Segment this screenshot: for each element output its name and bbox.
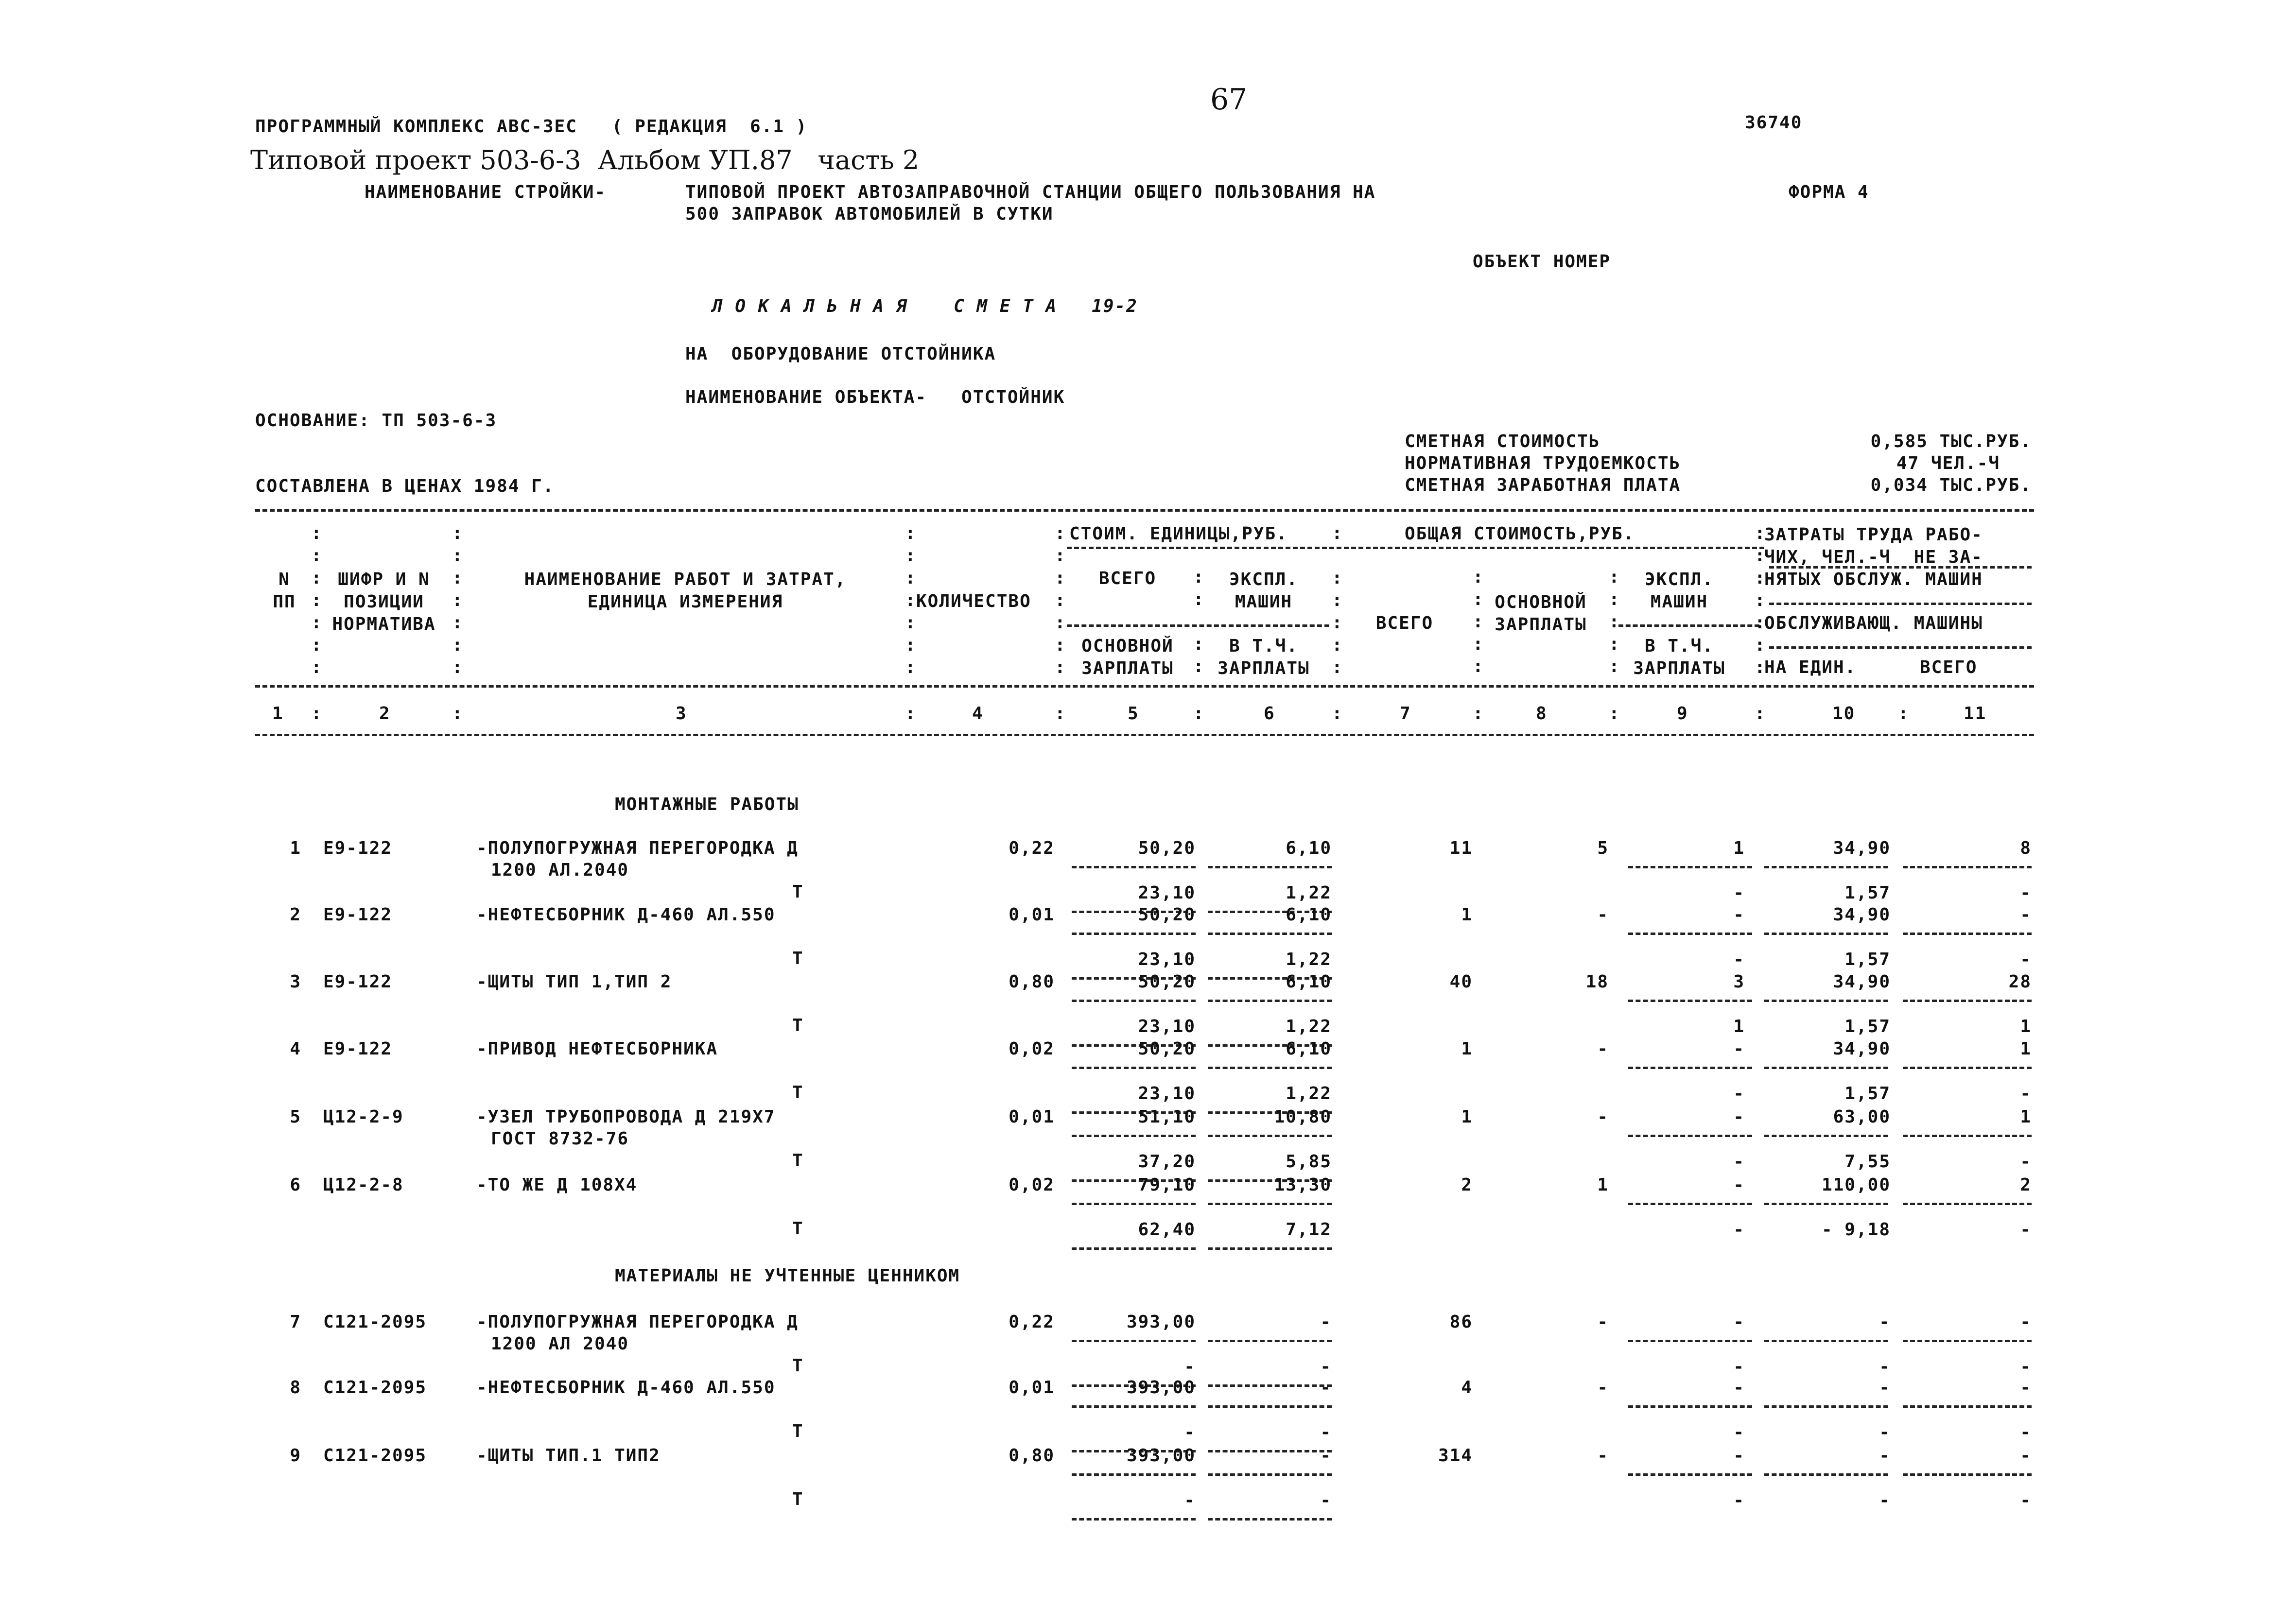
object-number-label: ОБЪЕКТ НОМЕР xyxy=(1473,252,1611,272)
section-title-installation: МОНТАЖНЫЕ РАБОТЫ xyxy=(615,795,799,814)
row-unit-machines: - xyxy=(1320,1446,1332,1466)
row-number: 5 xyxy=(290,1107,301,1127)
row-t-mark: Т xyxy=(792,1356,804,1376)
header-unit-cost: СТОИМ. ЕДИНИЦЫ,РУБ. xyxy=(1069,524,1288,544)
program-info: ПРОГРАММНЫЙ КОМПЛЕКС АВС-3ЕС ( РЕДАКЦИЯ 6.1 ) xyxy=(255,117,808,137)
row-rule xyxy=(1208,1247,1332,1250)
construction-name-line-2: 500 ЗАПРАВОК АВТОМОБИЛЕЙ В СУТКИ xyxy=(685,204,1054,224)
row-rule xyxy=(1628,1000,1752,1002)
row-t-mark: Т xyxy=(792,1083,804,1103)
row-labor-unit: - xyxy=(1879,1312,1891,1332)
column-numbers-rule xyxy=(255,734,2034,736)
row-total-machines: - xyxy=(1733,1175,1745,1195)
column-number-separator: : xyxy=(1332,704,1343,724)
column-number-8: 8 xyxy=(1536,704,1548,724)
row-rule xyxy=(1072,1518,1196,1521)
row-unit-total: 51,10 xyxy=(1138,1107,1196,1127)
row-rule xyxy=(1903,1135,2032,1137)
row-total-machines: 3 xyxy=(1733,972,1745,992)
row-rule xyxy=(1072,1473,1196,1476)
row-rule xyxy=(1903,1405,2032,1408)
row-name: -НЕФТЕСБОРНИК Д-460 АЛ.550 xyxy=(476,905,776,925)
header-separator-9: : : : : : : : xyxy=(1755,523,1765,677)
object-name: НАИМЕНОВАНИЕ ОБЪЕКТА- ОТСТОЙНИК xyxy=(685,387,1065,407)
row-unit-total: 393,00 xyxy=(1126,1446,1196,1466)
row-total-base-wage: - xyxy=(1597,905,1609,925)
row-labor-unit-2: - 9,18 xyxy=(1821,1220,1891,1240)
row-code: Е9-122 xyxy=(323,905,393,925)
header-unit-base-wage: ОСНОВНОЙ ЗАРПЛАТЫ xyxy=(1081,636,1174,678)
row-total-machines: - xyxy=(1733,1378,1745,1398)
header-total-incl-wage: В Т.Ч. ЗАРПЛАТЫ xyxy=(1633,636,1725,678)
row-rule xyxy=(1208,1518,1332,1521)
column-number-10: 10 xyxy=(1832,704,1856,724)
row-incl-wage: - xyxy=(1733,950,1745,969)
row-total-base-wage: - xyxy=(1597,1107,1609,1127)
row-rule xyxy=(1072,1000,1196,1002)
row-incl-wage: 1 xyxy=(1733,1017,1745,1037)
row-number: 7 xyxy=(290,1312,301,1332)
row-name: -НЕФТЕСБОРНИК Д-460 АЛ.550 xyxy=(476,1378,776,1398)
row-name-continuation: 1200 АЛ 2040 xyxy=(491,1334,629,1354)
estimate-subtitle: НА ОБОРУДОВАНИЕ ОТСТОЙНИКА xyxy=(685,344,996,364)
column-number-separator: : xyxy=(1898,704,1910,724)
row-rule xyxy=(1208,1000,1332,1002)
row-unit-incl-wage: 1,22 xyxy=(1286,883,1332,903)
column-number-4: 4 xyxy=(972,704,984,724)
row-labor-total: - xyxy=(2020,1312,2032,1332)
page-number: 67 xyxy=(1210,83,1248,117)
row-t-mark: Т xyxy=(792,1489,804,1509)
row-code: Е9-122 xyxy=(323,972,393,992)
row-unit-total: 393,00 xyxy=(1126,1378,1196,1398)
row-t-mark: Т xyxy=(792,1421,804,1441)
column-number-separator: : xyxy=(1473,704,1484,724)
header-total-all: ВСЕГО xyxy=(1375,613,1434,633)
row-rule xyxy=(1208,1067,1332,1069)
row-unit-machines: 6,10 xyxy=(1286,1039,1332,1059)
row-labor-unit: 63,00 xyxy=(1833,1107,1891,1127)
row-number: 1 xyxy=(290,838,301,858)
row-rule xyxy=(1208,1405,1332,1408)
header-col-2: ШИФР И N ПОЗИЦИИ НОРМАТИВА xyxy=(332,570,436,634)
header-col-3: НАИМЕНОВАНИЕ РАБОТ И ЗАТРАТ, ЕДИНИЦА ИЗМЕРЕНИЯ xyxy=(524,570,847,612)
row-labor-total: 28 xyxy=(2008,972,2032,992)
row-incl-wage: - xyxy=(1733,1357,1745,1377)
row-number: 9 xyxy=(290,1446,301,1466)
header-unit-total: ВСЕГО xyxy=(1098,569,1157,588)
row-unit-base-wage: 23,10 xyxy=(1138,883,1196,903)
row-quantity: 0,01 xyxy=(1009,1107,1055,1127)
construction-label: НАИМЕНОВАНИЕ СТРОЙКИ- xyxy=(365,182,607,202)
document-code: 36740 xyxy=(1745,113,1803,133)
header-separator-4: : : : : : : : xyxy=(1055,523,1065,677)
header-labor-total: ВСЕГО xyxy=(1920,657,1978,677)
row-unit-machines: 10,80 xyxy=(1274,1107,1332,1127)
row-total: 86 xyxy=(1449,1312,1473,1332)
row-rule xyxy=(1208,1473,1332,1476)
row-labor-unit: 110,00 xyxy=(1821,1175,1891,1195)
row-quantity: 0,02 xyxy=(1009,1039,1055,1059)
row-labor-unit: - xyxy=(1879,1446,1891,1466)
row-total-base-wage: 18 xyxy=(1585,972,1609,992)
row-quantity: 0,22 xyxy=(1009,838,1055,858)
row-name: -ПОЛУПОГРУЖНАЯ ПЕРЕГОРОДКА Д xyxy=(476,1312,799,1332)
row-unit-total: 50,20 xyxy=(1138,905,1196,925)
header-separator-5: : : : : xyxy=(1193,567,1204,676)
column-number-7: 7 xyxy=(1400,704,1411,724)
row-total-machines: - xyxy=(1733,1446,1745,1466)
row-code: Ц12-2-9 xyxy=(323,1107,404,1127)
row-quantity: 0,80 xyxy=(1009,972,1055,992)
header-separator-2: : : : : : : : xyxy=(452,523,463,677)
row-code: Е9-122 xyxy=(323,1039,393,1059)
row-total-machines: - xyxy=(1733,1039,1745,1059)
row-total-base-wage: 1 xyxy=(1597,1175,1609,1195)
row-name: -ПРИВОД НЕФТЕСБОРНИКА xyxy=(476,1039,718,1059)
column-number-separator: : xyxy=(311,704,323,724)
row-labor-unit-2: - xyxy=(1879,1357,1891,1377)
row-rule xyxy=(1208,1135,1332,1137)
row-labor-unit-2: 1,57 xyxy=(1844,1084,1891,1104)
row-rule xyxy=(1628,1067,1752,1069)
row-number: 6 xyxy=(290,1175,301,1195)
column-number-6: 6 xyxy=(1264,704,1275,724)
header-separator-7: : : : : : xyxy=(1473,567,1483,676)
row-total-machines: - xyxy=(1733,1312,1745,1332)
row-unit-total: 79,10 xyxy=(1138,1175,1196,1195)
row-rule xyxy=(1903,1000,2032,1002)
column-number-1: 1 xyxy=(272,704,284,724)
row-unit-incl-wage: - xyxy=(1320,1357,1332,1377)
row-labor-total-2: 1 xyxy=(2020,1017,2032,1037)
row-rule xyxy=(1903,1340,2032,1342)
row-total: 2 xyxy=(1461,1175,1473,1195)
header-labor: ЗАТРАТЫ ТРУДА РАБО- ЧИХ, ЧЕЛ.-Ч НЕ ЗА- НЯТЫХ ОБСЛУЖ. МАШИН xyxy=(1764,525,1983,589)
row-labor-unit: 34,90 xyxy=(1833,838,1891,858)
prices-label: СОСТАВЛЕНА В ЦЕНАХ 1984 Г. xyxy=(255,476,555,496)
header-rule-1 xyxy=(1067,547,1764,549)
row-labor-unit-2: 1,57 xyxy=(1844,1017,1891,1037)
row-labor-total-2: - xyxy=(2020,1152,2032,1172)
header-separator-3: : : : : : : : xyxy=(905,523,916,677)
column-number-3: 3 xyxy=(676,704,687,724)
row-unit-incl-wage: 7,12 xyxy=(1286,1220,1332,1240)
row-name: -ЩИТЫ ТИП 1,ТИП 2 xyxy=(476,972,672,992)
row-unit-base-wage: 23,10 xyxy=(1138,950,1196,969)
header-col-1: N ПП xyxy=(273,570,296,612)
table-top-rule xyxy=(255,509,2034,512)
header-total-cost: ОБЩАЯ СТОИМОСТЬ,РУБ. xyxy=(1405,524,1635,544)
column-number-5: 5 xyxy=(1128,704,1139,724)
row-unit-machines: 6,10 xyxy=(1286,972,1332,992)
row-labor-unit-2: - xyxy=(1879,1422,1891,1442)
row-quantity: 0,80 xyxy=(1009,1446,1055,1466)
row-unit-total: 50,20 xyxy=(1138,1039,1196,1059)
row-unit-machines: 13,30 xyxy=(1274,1175,1332,1195)
row-rule xyxy=(1903,866,2032,868)
construction-name-line-1: ТИПОВОЙ ПРОЕКТ АВТОЗАПРАВОЧНОЙ СТАНЦИИ ОБЩЕГО ПОЛЬЗОВАНИЯ НА xyxy=(685,182,1376,202)
header-unit-incl-wage: В Т.Ч. ЗАРПЛАТЫ xyxy=(1218,636,1310,678)
row-rule xyxy=(1208,1203,1332,1205)
row-rule xyxy=(1628,1473,1752,1476)
column-number-2: 2 xyxy=(379,704,391,724)
row-unit-incl-wage: 5,85 xyxy=(1286,1152,1332,1172)
row-rule xyxy=(1903,1203,2032,1205)
section-title-materials: МАТЕРИАЛЫ НЕ УЧТЕННЫЕ ЦЕННИКОМ xyxy=(615,1266,960,1286)
summary-label-cost: СМЕТНАЯ СТОИМОСТЬ xyxy=(1405,432,1600,451)
row-labor-unit-2: 1,57 xyxy=(1844,950,1891,969)
row-total-base-wage: - xyxy=(1597,1446,1609,1466)
row-rule xyxy=(1208,1340,1332,1342)
row-unit-incl-wage: 1,22 xyxy=(1286,950,1332,969)
row-rule xyxy=(1072,1247,1196,1250)
row-total: 4 xyxy=(1461,1378,1473,1398)
header-separator-6: : : : : : : xyxy=(1332,523,1342,677)
row-code: С121-2095 xyxy=(323,1378,427,1398)
row-total: 1 xyxy=(1461,1107,1473,1127)
row-rule xyxy=(1764,1203,1888,1205)
header-separator-1: : : : : : : : xyxy=(311,523,322,677)
header-rule-6 xyxy=(1769,646,2032,649)
row-rule xyxy=(1208,866,1332,868)
estimate-title: Л О К А Л Ь Н А Я С М Е Т А 19-2 xyxy=(712,296,1138,316)
row-labor-unit-2: 7,55 xyxy=(1844,1152,1891,1172)
header-unit-machines: ЭКСПЛ. МАШИН xyxy=(1229,570,1299,612)
row-incl-wage: - xyxy=(1733,1152,1745,1172)
row-rule xyxy=(1764,1067,1888,1069)
row-rule xyxy=(1628,1135,1752,1137)
row-labor-unit-2: - xyxy=(1879,1490,1891,1510)
header-labor-unit: НА ЕДИН. xyxy=(1764,657,1857,677)
header-rule-5 xyxy=(1618,624,1759,627)
row-total: 40 xyxy=(1449,972,1473,992)
project-line: Типовой проект 503-6-3 Альбом УП.87 часть 2 xyxy=(250,145,920,175)
row-rule xyxy=(1764,866,1888,868)
row-rule xyxy=(1628,1405,1752,1408)
row-t-mark: Т xyxy=(792,1016,804,1036)
row-unit-machines: 6,10 xyxy=(1286,838,1332,858)
row-labor-total-2: - xyxy=(2020,1357,2032,1377)
row-rule xyxy=(1628,866,1752,868)
summary-label-labor: НОРМАТИВНАЯ ТРУДОЕМКОСТЬ xyxy=(1405,453,1681,473)
row-incl-wage: - xyxy=(1733,883,1745,903)
column-number-separator: : xyxy=(1055,704,1066,724)
row-rule xyxy=(1072,933,1196,935)
row-unit-base-wage: - xyxy=(1184,1490,1196,1510)
form-label: ФОРМА 4 xyxy=(1789,182,1869,202)
row-incl-wage: - xyxy=(1733,1422,1745,1442)
row-labor-total-2: - xyxy=(2020,1490,2032,1510)
row-rule xyxy=(1072,1135,1196,1137)
row-name: -УЗЕЛ ТРУБОПРОВОДА Д 219Х7 xyxy=(476,1107,776,1127)
row-name-continuation: ГОСТ 8732-76 xyxy=(491,1129,629,1149)
row-labor-total: 1 xyxy=(2020,1107,2032,1127)
row-total: 1 xyxy=(1461,905,1473,925)
summary-value-cost: 0,585 ТЫС.РУБ. xyxy=(1870,432,2032,451)
row-name-continuation: 1200 АЛ.2040 xyxy=(491,860,629,880)
row-total: 314 xyxy=(1438,1446,1473,1466)
row-total-base-wage: 5 xyxy=(1597,838,1609,858)
header-rule-2 xyxy=(1769,566,2032,569)
row-number: 4 xyxy=(290,1039,301,1059)
column-number-11: 11 xyxy=(1964,704,1987,724)
row-code: С121-2095 xyxy=(323,1312,427,1332)
row-t-mark: Т xyxy=(792,949,804,968)
header-labor-machines: ОБСЛУЖИВАЮЩ. МАШИНЫ xyxy=(1764,613,1983,633)
row-quantity: 0,22 xyxy=(1009,1312,1055,1332)
row-rule xyxy=(1903,1473,2032,1476)
row-total-machines: - xyxy=(1733,1107,1745,1127)
row-unit-base-wage: 37,20 xyxy=(1138,1152,1196,1172)
column-number-separator: : xyxy=(1755,704,1766,724)
row-t-mark: Т xyxy=(792,882,804,902)
row-code: Ц12-2-8 xyxy=(323,1175,404,1195)
row-labor-total-2: - xyxy=(2020,883,2032,903)
row-labor-total: 1 xyxy=(2020,1039,2032,1059)
row-code: С121-2095 xyxy=(323,1446,427,1466)
column-number-9: 9 xyxy=(1677,704,1688,724)
row-unit-incl-wage: - xyxy=(1320,1490,1332,1510)
row-labor-unit: 34,90 xyxy=(1833,1039,1891,1059)
row-rule xyxy=(1072,1405,1196,1408)
summary-label-wage: СМЕТНАЯ ЗАРАБОТНАЯ ПЛАТА xyxy=(1405,475,1681,495)
row-rule xyxy=(1764,1405,1888,1408)
row-unit-total: 50,20 xyxy=(1138,838,1196,858)
row-rule xyxy=(1628,933,1752,935)
row-labor-total: 2 xyxy=(2020,1175,2032,1195)
row-unit-total: 393,00 xyxy=(1126,1312,1196,1332)
row-labor-total: 8 xyxy=(2020,838,2032,858)
row-unit-base-wage: 23,10 xyxy=(1138,1084,1196,1104)
row-rule xyxy=(1764,933,1888,935)
row-total: 1 xyxy=(1461,1039,1473,1059)
row-labor-total: - xyxy=(2020,1446,2032,1466)
row-unit-machines: - xyxy=(1320,1312,1332,1332)
row-labor-total-2: - xyxy=(2020,1220,2032,1240)
row-labor-total: - xyxy=(2020,1378,2032,1398)
header-total-base-wage: ОСНОВНОЙ ЗАРПЛАТЫ xyxy=(1495,592,1587,635)
row-code: Е9-122 xyxy=(323,838,393,858)
row-rule xyxy=(1072,1203,1196,1205)
row-t-mark: Т xyxy=(792,1219,804,1239)
row-rule xyxy=(1072,1340,1196,1342)
row-name: -ЩИТЫ ТИП.1 ТИП2 xyxy=(476,1446,661,1466)
header-col-4: КОЛИЧЕСТВО xyxy=(916,591,1031,611)
row-total-base-wage: - xyxy=(1597,1312,1609,1332)
row-total-base-wage: - xyxy=(1597,1378,1609,1398)
row-unit-base-wage: 23,10 xyxy=(1138,1017,1196,1037)
row-rule xyxy=(1764,1000,1888,1002)
row-incl-wage: - xyxy=(1733,1220,1745,1240)
row-labor-total-2: - xyxy=(2020,950,2032,969)
row-number: 3 xyxy=(290,972,301,992)
column-number-separator: : xyxy=(905,704,917,724)
row-name: -ТО ЖЕ Д 108Х4 xyxy=(476,1175,638,1195)
row-labor-total-2: - xyxy=(2020,1422,2032,1442)
column-number-separator: : xyxy=(1609,704,1620,724)
row-quantity: 0,01 xyxy=(1009,1378,1055,1398)
row-unit-incl-wage: 1,22 xyxy=(1286,1017,1332,1037)
header-bottom-rule xyxy=(255,685,2034,688)
row-rule xyxy=(1903,933,2032,935)
row-rule xyxy=(1628,1203,1752,1205)
row-incl-wage: - xyxy=(1733,1084,1745,1104)
row-labor-unit: 34,90 xyxy=(1833,905,1891,925)
row-total-machines: - xyxy=(1733,905,1745,925)
row-rule xyxy=(1764,1340,1888,1342)
row-number: 2 xyxy=(290,905,301,925)
row-unit-incl-wage: - xyxy=(1320,1422,1332,1442)
row-total-base-wage: - xyxy=(1597,1039,1609,1059)
header-separator-8: : : : : : xyxy=(1609,567,1619,676)
row-rule xyxy=(1072,866,1196,868)
row-incl-wage: - xyxy=(1733,1490,1745,1510)
row-labor-unit: - xyxy=(1879,1378,1891,1398)
row-rule xyxy=(1072,1067,1196,1069)
row-quantity: 0,01 xyxy=(1009,905,1055,925)
row-rule xyxy=(1764,1135,1888,1137)
column-number-separator: : xyxy=(1193,704,1205,724)
row-unit-base-wage: - xyxy=(1184,1357,1196,1377)
row-unit-base-wage: 62,40 xyxy=(1138,1220,1196,1240)
summary-value-wage: 0,034 ТЫС.РУБ. xyxy=(1870,475,2032,495)
row-labor-total-2: - xyxy=(2020,1084,2032,1104)
row-t-mark: Т xyxy=(792,1151,804,1171)
row-total: 11 xyxy=(1449,838,1473,858)
column-number-separator: : xyxy=(452,704,464,724)
row-unit-machines: - xyxy=(1320,1378,1332,1398)
row-unit-incl-wage: 1,22 xyxy=(1286,1084,1332,1104)
row-unit-total: 50,20 xyxy=(1138,972,1196,992)
row-quantity: 0,02 xyxy=(1009,1175,1055,1195)
row-rule xyxy=(1628,1340,1752,1342)
row-rule xyxy=(1208,933,1332,935)
row-unit-machines: 6,10 xyxy=(1286,905,1332,925)
row-labor-unit-2: 1,57 xyxy=(1844,883,1891,903)
basis-label: ОСНОВАНИЕ: ТП 503-6-3 xyxy=(255,411,497,431)
row-rule xyxy=(1764,1473,1888,1476)
row-labor-total: - xyxy=(2020,905,2032,925)
header-total-machines: ЭКСПЛ. МАШИН xyxy=(1644,570,1714,612)
row-unit-base-wage: - xyxy=(1184,1422,1196,1442)
row-labor-unit: 34,90 xyxy=(1833,972,1891,992)
summary-value-labor: 47 ЧЕЛ.-Ч xyxy=(1896,453,2000,473)
row-rule xyxy=(1903,1067,2032,1069)
row-name: -ПОЛУПОГРУЖНАЯ ПЕРЕГОРОДКА Д xyxy=(476,838,799,858)
row-total-machines: 1 xyxy=(1733,838,1745,858)
row-number: 8 xyxy=(290,1378,301,1398)
header-rule-3 xyxy=(1769,603,2032,605)
